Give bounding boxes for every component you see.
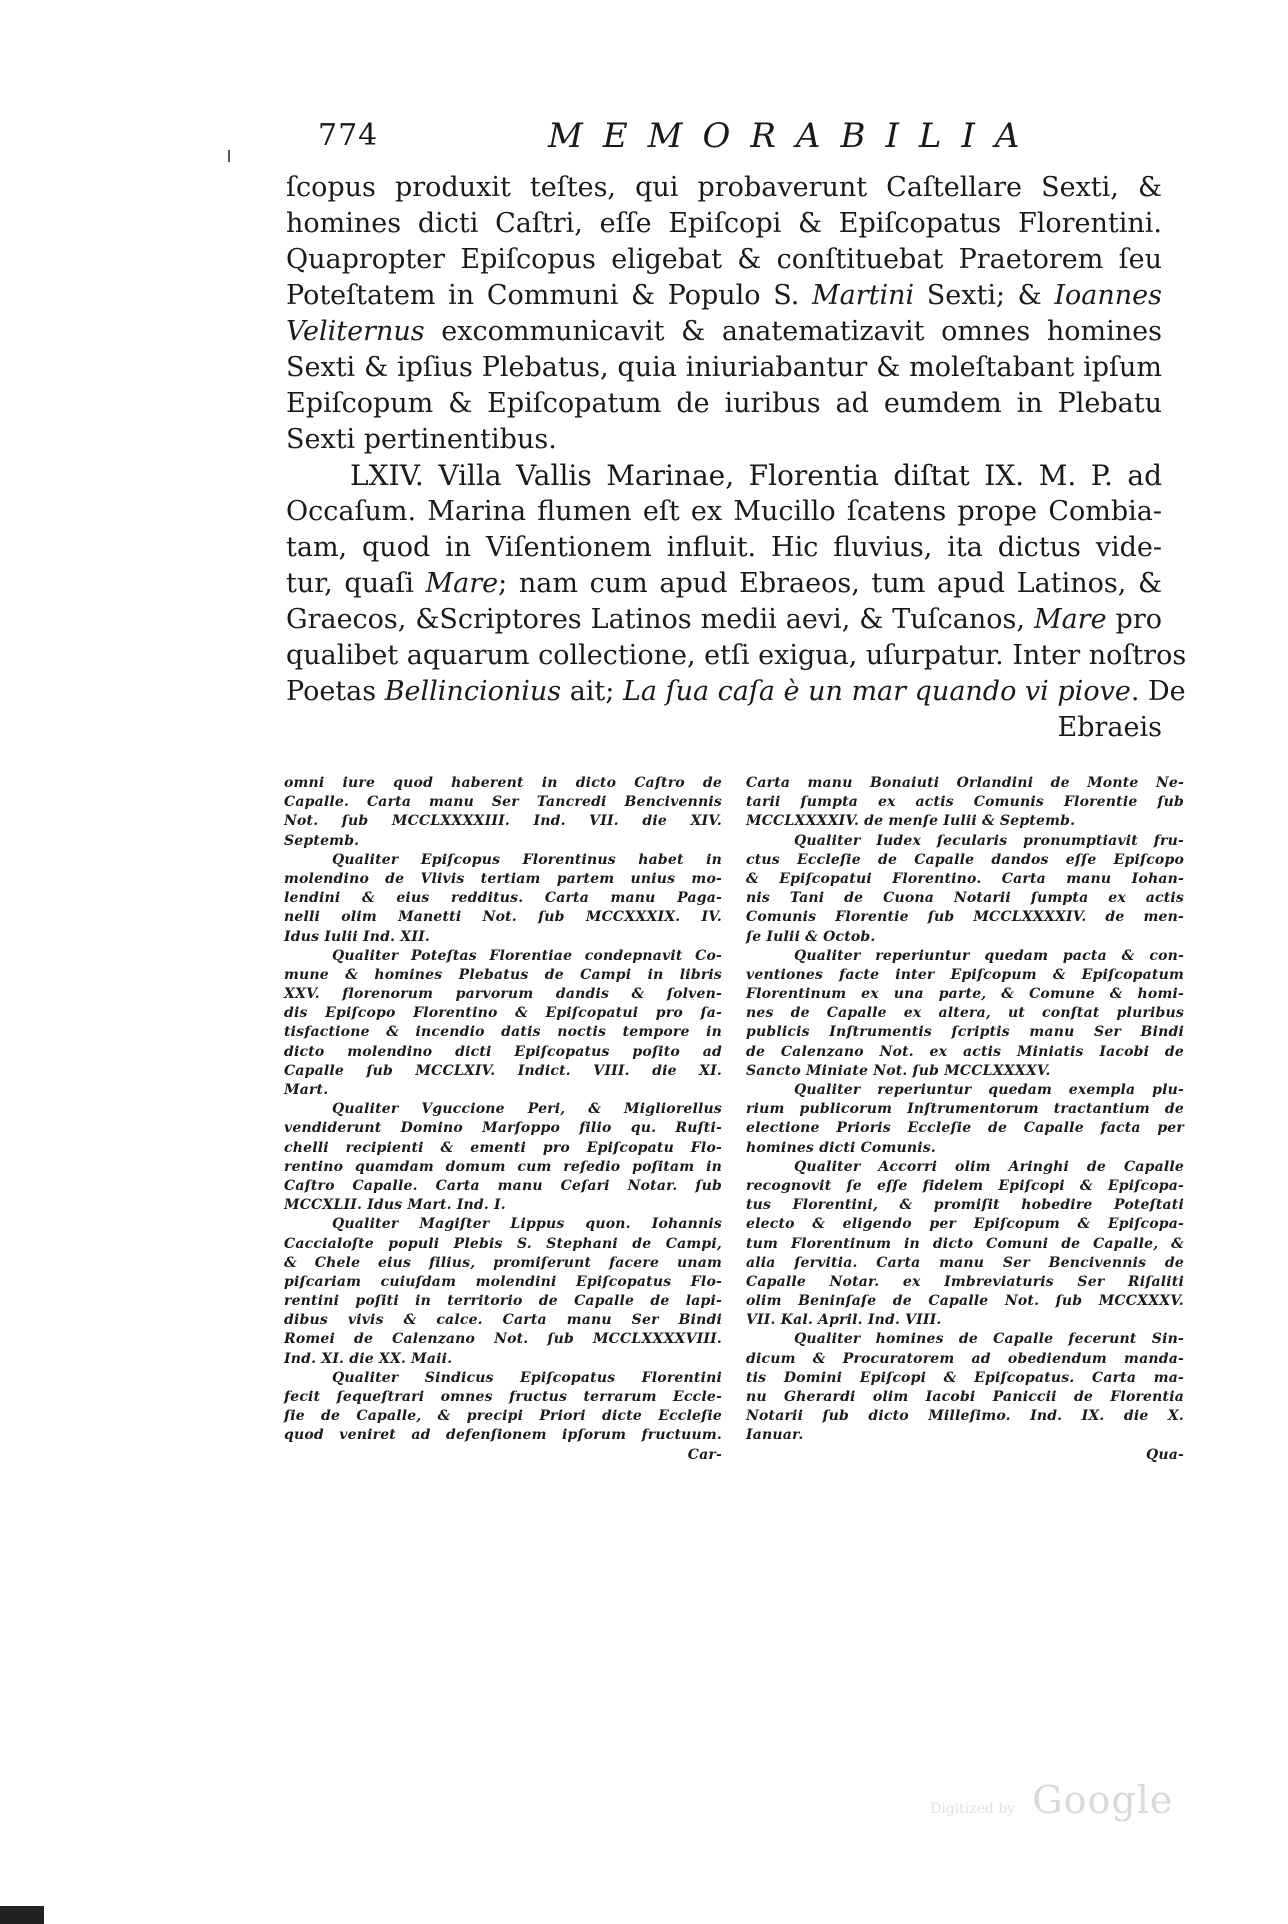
text-line bbox=[286, 602, 1162, 638]
text-segment: Ebraeis bbox=[1057, 712, 1162, 743]
text-segment: ait; bbox=[561, 676, 623, 707]
main-text-block bbox=[286, 170, 1187, 746]
watermark-prefix: Digitized by bbox=[930, 1801, 1016, 1817]
italic-text: Mare bbox=[425, 568, 499, 599]
footnote-line: quod veniret ad defenſionem ipſorum fructuum. bbox=[284, 1427, 722, 1444]
footnote-line: Notarii ſub dicto Milleſimo. Ind. IX. die X. bbox=[746, 1408, 1184, 1425]
footnote-line: Qualiter Magiſter Lippus quon. Iohannis bbox=[332, 1216, 722, 1233]
footnote-line: & Epiſcopatui Florentino. Carta manu Iohan- bbox=[746, 870, 1184, 887]
text-line bbox=[286, 386, 1162, 422]
footnote-line: rentino quamdam domum cum reſedio poſitam in bbox=[284, 1158, 722, 1175]
footnote-line: Mart. bbox=[284, 1082, 329, 1098]
footnote-line: electione Prioris Eccleſie de Capalle facta per bbox=[746, 1120, 1184, 1137]
footnote-line: Qualiter homines de Capalle fecerunt Sin- bbox=[794, 1331, 1184, 1348]
text-segment: Epiſcopum & Epiſcopatum de iuribus ad eumdem in Plebatu bbox=[286, 388, 1162, 419]
footnote-column-left bbox=[284, 774, 722, 1465]
footnote-line: Romei de Calenzano Not. ſub MCCLXXXXVIII. bbox=[284, 1331, 722, 1348]
text-segment: Occaſum. Marina flumen eſt ex Mucillo ſcatens prope Combia- bbox=[286, 496, 1162, 527]
page-number: 774 bbox=[318, 118, 379, 153]
footnote-line: nes de Capalle ex altera, ut conſtat pluribus bbox=[746, 1005, 1184, 1022]
footnote-line: dis Epiſcopo Florentino & Epiſcopatui pro ſa- bbox=[284, 1005, 722, 1022]
footnote-line: Caccialoſte populi Plebis S. Stephani de Campi, bbox=[284, 1235, 722, 1252]
text-segment: Sexti; & bbox=[914, 280, 1055, 311]
footnote-line: homines dicti Comunis. bbox=[746, 1139, 936, 1156]
footnote-line: ſe Iulii & Octob. bbox=[746, 928, 876, 945]
footnote-line: mune & homines Plebatus de Campi in libris bbox=[284, 966, 722, 983]
text-segment: Poetas bbox=[286, 676, 385, 707]
text-line bbox=[286, 530, 1162, 566]
scan-edge-mark bbox=[0, 1906, 44, 1924]
footnote-line: dicto molendino dicti Epiſcopatus poſito ad bbox=[284, 1043, 722, 1060]
digitization-watermark bbox=[930, 1778, 1173, 1822]
footnote-line: Qualiter Iudex ſecularis pronumptiavit fru- bbox=[794, 832, 1184, 849]
text-segment: ſcopus produxit teſtes, qui probaverunt Caſtellare Sexti, & bbox=[286, 172, 1162, 203]
footnote-line: MCCLXXXXIV. de menſe Iulii & Septemb. bbox=[746, 813, 1076, 830]
footnote-line: Florentinum ex una parte, & Comune & homi- bbox=[746, 986, 1184, 1003]
footnote-line: VII. Kal. April. Ind. VIII. bbox=[746, 1312, 942, 1329]
text-line bbox=[286, 458, 1162, 494]
footnote-line: Qua- bbox=[1145, 1446, 1184, 1463]
footnote-line: de Calenzano Not. ex actis Miniatis Iacobi de bbox=[746, 1043, 1184, 1060]
text-line bbox=[286, 710, 1162, 746]
text-segment: excommunicavit & anatematizavit omnes homines bbox=[424, 316, 1162, 347]
footnote-line: ctus Eccleſie de Capalle dandos eſſe Epiſcopo bbox=[746, 851, 1184, 868]
footnote-line: olim Beninſaſe de Capalle Not. ſub MCCXXXV. bbox=[746, 1293, 1184, 1310]
text-line bbox=[286, 350, 1162, 386]
footnote-line: Qualiter reperiuntur quedam pacta & con- bbox=[794, 947, 1184, 964]
footnote-line: MCCXLII. Idus Mart. Ind. I. bbox=[284, 1197, 506, 1214]
text-line bbox=[286, 638, 1187, 674]
page-header bbox=[318, 118, 1098, 168]
footnote-line: rium publicorum Inſtrumentorum tractantium de bbox=[746, 1101, 1184, 1118]
footnote-line: molendino de Vlivis tertiam partem unius mo- bbox=[284, 870, 722, 887]
footnote-line: Qualiter Vguccione Peri, & Migliorellus bbox=[332, 1101, 722, 1118]
text-segment: LXIV. Villa Vallis Marinae, Florentia diſtat IX. M. P. ad bbox=[350, 459, 1162, 492]
footnote-line: Sancto Miniate Not. ſub MCCLXXXXV. bbox=[746, 1062, 1051, 1079]
running-title: MEMORABILIA bbox=[548, 116, 1040, 156]
text-segment: Poteſtatem in Communi & Populo S. bbox=[286, 280, 812, 311]
text-line bbox=[286, 422, 1162, 458]
italic-text: Mare bbox=[1033, 604, 1107, 635]
footnote-line: Capalle Notar. ex Imbreviaturis Ser Riſaliti bbox=[746, 1273, 1184, 1290]
footnote-line: Qualiter reperiuntur quedam exempla plu- bbox=[794, 1082, 1184, 1098]
footnote-line: Capalle ſub MCCLXIV. Indict. VIII. die XI. bbox=[284, 1062, 722, 1079]
footnote-column-right bbox=[746, 774, 1184, 1465]
italic-text: Veliternus bbox=[286, 316, 425, 347]
footnote-line: Qualiter Poteſtas Florentiae condepnavit Co- bbox=[332, 947, 722, 964]
footnote-line: nelli olim Manetti Not. ſub MCCXXXIX. IV. bbox=[284, 909, 722, 926]
text-segment: Graecos, &Scriptores Latinos medii aevi, & Tuſcanos, bbox=[286, 604, 1034, 635]
footnote-line: Car- bbox=[687, 1446, 722, 1463]
footnote-line: fecit ſequeſtrari omnes fructus terrarum Eccle- bbox=[284, 1389, 722, 1405]
footnote-line: ſie de Capalle, & precipi Priori dicte Eccleſie bbox=[284, 1408, 722, 1425]
text-segment: ; nam cum apud Ebraeos, tum apud Latinos, & bbox=[498, 568, 1162, 599]
footnote-line: recognovit ſe eſſe fidelem Epiſcopi & Epiſcopa- bbox=[746, 1177, 1184, 1194]
text-segment: qualibet aquarum collectione, etſi exigua, uſurpatur. Inter noſtros bbox=[286, 640, 1187, 671]
footnote-line: rentini poſiti in territorio de Capalle de lapi- bbox=[284, 1293, 722, 1310]
text-segment: tam, quod in Viſentionem influit. Hic fluvius, ita dictus vide- bbox=[286, 532, 1162, 563]
watermark-brand: Google bbox=[1032, 1778, 1174, 1822]
footnote-line: dibus vivis & calce. Carta manu Ser Bindi bbox=[284, 1312, 722, 1329]
footnote-line: Comunis Florentie ſub MCCLXXXXIV. de men- bbox=[746, 909, 1184, 926]
footnote-line: tus Florentini, & promiſit hobedire Poteſtati bbox=[746, 1197, 1184, 1214]
text-line bbox=[286, 206, 1162, 242]
text-segment: pro bbox=[1106, 604, 1162, 635]
footnote-line: Qualiter Epiſcopus Florentinus habet in bbox=[332, 851, 722, 868]
footnote-line: omni iure quod haberent in dicto Caſtro de bbox=[284, 775, 722, 791]
footnote-line: dicum & Procuratorem ad obediendum manda- bbox=[746, 1350, 1184, 1367]
text-segment: Sexti pertinentibus. bbox=[286, 424, 557, 455]
footnote-line: vendiderunt Domino Marſoppo filio qu. Ruſti- bbox=[284, 1120, 722, 1137]
footnote-line: Ind. XI. die XX. Maii. bbox=[284, 1350, 453, 1367]
footnote-line: nis Tani de Cuona Notarii ſumpta ex actis bbox=[746, 890, 1184, 907]
text-line bbox=[286, 314, 1162, 350]
text-line bbox=[286, 242, 1162, 278]
footnote-line: Caſtro Capalle. Carta manu Ceſari Notar. ſub bbox=[284, 1177, 722, 1194]
footnote-line: tis Domini Epiſcopi & Epiſcopatus. Carta ma- bbox=[746, 1369, 1184, 1386]
footnote-line: alia ſervitia. Carta manu Ser Bencivennis de bbox=[746, 1254, 1184, 1271]
footnote-line: tarii ſumpta ex actis Comunis Florentie ſub bbox=[746, 794, 1184, 811]
footnote-line: nu Gherardi olim Iacobi Paniccii de Florentia bbox=[746, 1389, 1184, 1405]
footnote-line: Qualiter Sindicus Epiſcopatus Florentini bbox=[332, 1369, 722, 1386]
text-line bbox=[286, 674, 1186, 710]
footnote-line: Ianuar. bbox=[746, 1427, 804, 1444]
footnote-line: tum Florentinum in dicto Comuni de Capalle, & bbox=[746, 1235, 1184, 1252]
italic-text: Bellincionius bbox=[384, 676, 562, 707]
text-segment: Quapropter Epiſcopus eligebat & conſtituebat Praetorem ſeu bbox=[286, 244, 1162, 275]
text-segment: homines dicti Caſtri, eſſe Epiſcopi & Epiſcopatus Florentini. bbox=[286, 208, 1162, 239]
italic-text: Martini bbox=[811, 280, 915, 311]
footnote-line: Capalle. Carta manu Ser Tancredi Bencivennis bbox=[284, 794, 722, 811]
footnote-line: Qualiter Accorri olim Aringhi de Capalle bbox=[794, 1158, 1184, 1175]
footnote-line: lendini & eius redditus. Carta manu Paga- bbox=[284, 890, 722, 907]
footnote-line: Septemb. bbox=[284, 832, 360, 849]
footnote-line: publicis Inſtrumentis ſcriptis manu Ser Bindi bbox=[746, 1024, 1184, 1041]
footnote-line: Carta manu Bonaiuti Orlandini de Monte Ne- bbox=[746, 775, 1184, 791]
footnote-line: Idus Iulii Ind. XII. bbox=[284, 928, 430, 945]
italic-text: La ſua caſa è un mar quando vi piove bbox=[622, 676, 1131, 707]
text-segment: Sexti & ipſius Plebatus, quia iniuriabantur & moleſtabant ipſum bbox=[286, 352, 1162, 383]
footnote-line: Not. ſub MCCLXXXXIII. Ind. VII. die XIV. bbox=[284, 813, 722, 830]
text-line bbox=[286, 494, 1162, 530]
text-segment: tur, quaſi bbox=[286, 568, 426, 599]
footnote-line: tisfactione & incendio datis noctis tempore in bbox=[284, 1024, 722, 1041]
footnote-line: piſcariam cuiuſdam molendini Epiſcopatus Flo- bbox=[284, 1273, 722, 1290]
margin-mark bbox=[228, 150, 230, 162]
footnote-line: electo & eligendo per Epiſcopum & Epiſcopa- bbox=[746, 1216, 1184, 1233]
footnote-line: & Chele eius filius, promiſerunt facere unam bbox=[284, 1254, 722, 1271]
text-line bbox=[286, 170, 1162, 206]
text-line bbox=[286, 278, 1162, 314]
italic-text: Ioannes bbox=[1054, 280, 1162, 311]
text-segment: . De bbox=[1130, 676, 1186, 707]
footnote-line: XXV. florenorum parvorum dandis & ſolven- bbox=[284, 986, 722, 1003]
footnote-line: ventiones facte inter Epiſcopum & Epiſcopatum bbox=[746, 966, 1184, 983]
footnote-line: chelli recipienti & ementi pro Epiſcopatu Flo- bbox=[284, 1139, 722, 1156]
text-line bbox=[286, 566, 1162, 602]
